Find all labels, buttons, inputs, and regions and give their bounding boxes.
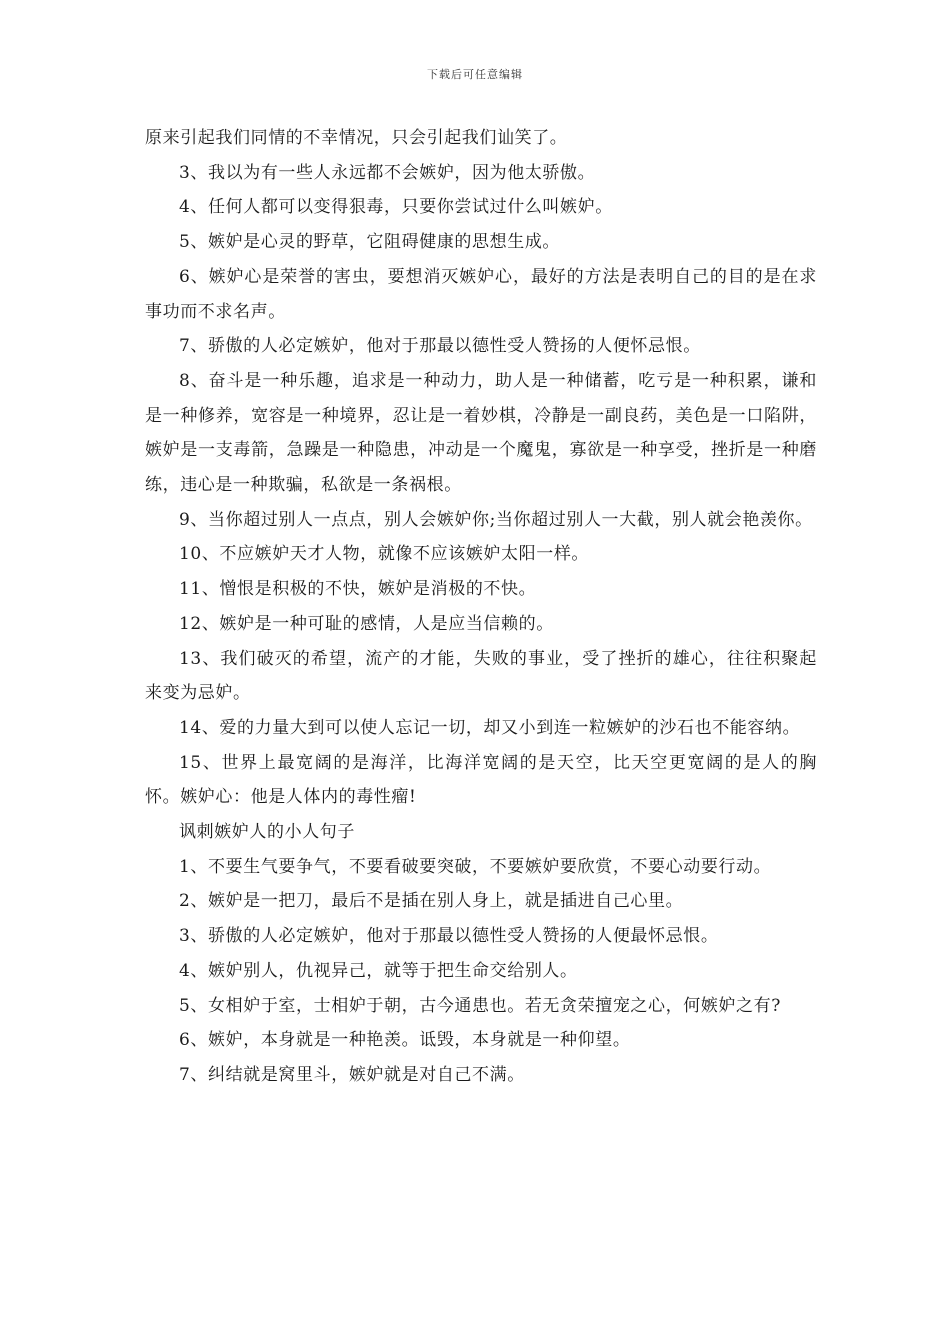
paragraph: 6、嫉妒，本身就是一种艳羡。诋毁，本身就是一种仰望。 [179,1030,631,1051]
paragraph: 5、女相妒于室，士相妒于朝，古今通患也。若无贪荣擅宠之心，何嫉妒之有? [179,995,781,1016]
paragraph: 8、奋斗是一种乐趣，追求是一种动力，助人是一种储蓄，吃亏是一种积累，谦和是一种修养，宽容是一种境界，忍让是一着妙棋，冷静是一副良药，美色是一口陷阱，嫉妒是一支毒箭，急躁是一种隐患，冲动是一个魔鬼，寡欲是一种享受，挫折是一种磨练，违心是一种欺骗，私欲是一条祸根。 [145,370,817,496]
paragraph: 11、憎恨是积极的不快，嫉妒是消极的不快。 [179,579,537,600]
paragraph: 3、我以为有一些人永远都不会嫉妒，因为他太骄傲。 [179,162,596,183]
paragraph: 6、嫉妒心是荣誉的害虫，要想消灭嫉妒心，最好的方法是表明自己的目的是在求事功而不求名声。 [145,266,817,322]
section-heading: 讽刺嫉妒人的小人句子 [179,822,355,843]
paragraph: 9、当你超过别人一点点，别人会嫉妒你;当你超过别人一大截，别人就会艳羡你。 [179,509,813,530]
paragraph: 7、骄傲的人必定嫉妒，他对于那最以德性受人赞扬的人便怀忌恨。 [179,336,701,357]
paragraph: 5、嫉妒是心灵的野草，它阻碍健康的思想生成。 [179,232,561,253]
paragraph: 3、骄傲的人必定嫉妒，他对于那最以德性受人赞扬的人便最怀忌恨。 [179,926,719,947]
paragraph: 2、嫉妒是一把刀，最后不是插在别人身上，就是插进自己心里。 [179,891,684,912]
paragraph: 13、我们破灭的希望，流产的才能，失败的事业，受了挫折的雄心，往往积聚起来变为忌妒。 [145,648,817,704]
paragraph: 4、任何人都可以变得狠毒，只要你尝试过什么叫嫉妒。 [179,197,613,218]
paragraph: 1、不要生气要争气，不要看破要突破，不要嫉妒要欣赏，不要心动要行动。 [179,856,772,877]
page-header: 下载后可任意编辑 [427,68,523,81]
paragraph: 原来引起我们同情的不幸情况，只会引起我们讪笑了。 [145,128,568,148]
paragraph: 10、不应嫉妒天才人物，就像不应该嫉妒太阳一样。 [179,544,590,565]
paragraph: 7、纠结就是窝里斗，嫉妒就是对自己不满。 [179,1064,525,1085]
paragraph: 4、嫉妒别人，仇视异己，就等于把生命交给别人。 [179,960,578,981]
paragraph: 15、世界上最宽阔的是海洋，比海洋宽阔的是天空，比天空更宽阔的是人的胸怀。嫉妒心：他是人体内的毒性瘤! [145,752,817,808]
paragraph: 14、爱的力量大到可以使人忘记一切，却又小到连一粒嫉妒的沙石也不能容纳。 [179,717,801,738]
document-body [145,121,817,1093]
paragraph: 12、嫉妒是一种可耻的感情，人是应当信赖的。 [179,613,554,634]
